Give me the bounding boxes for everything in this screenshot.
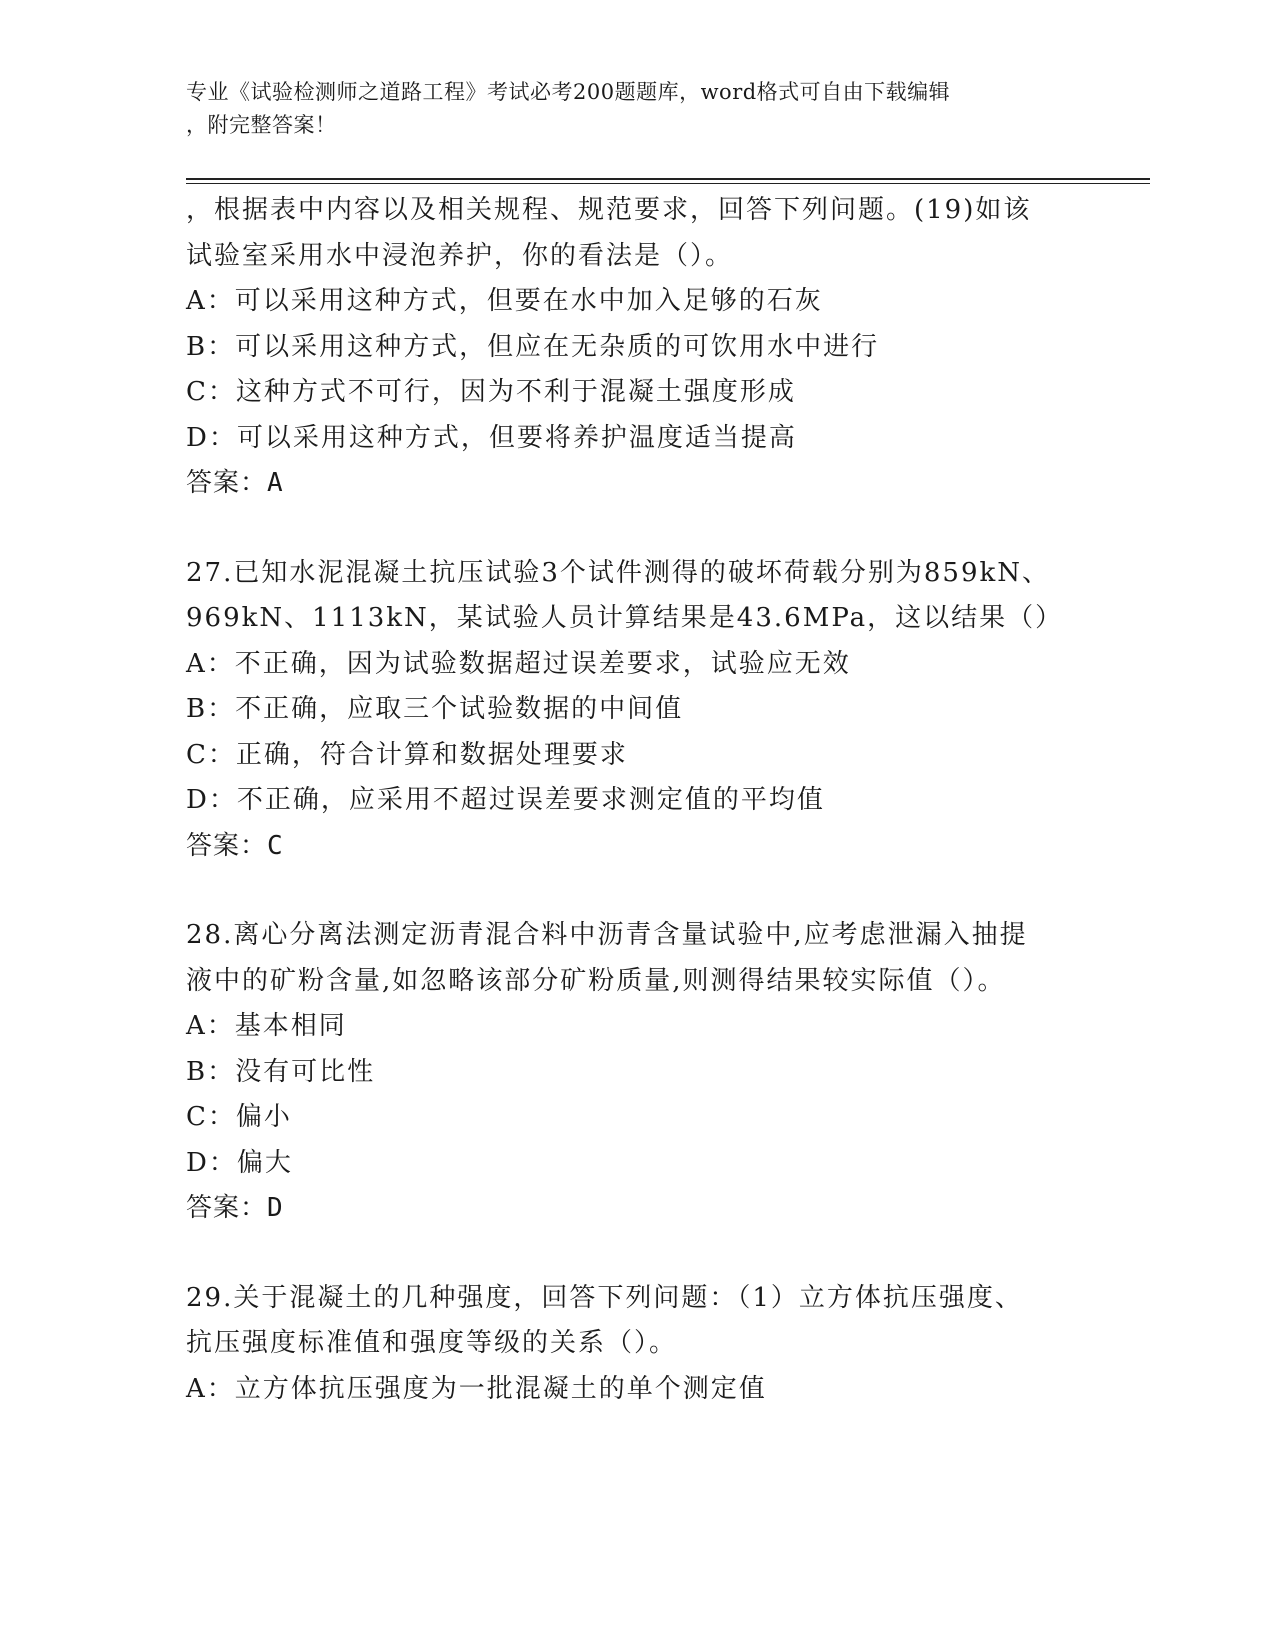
option-d: D：可以采用这种方式，但要将养护温度适当提高	[186, 422, 797, 453]
answer-line	[186, 461, 1086, 507]
answer-value: C	[267, 830, 285, 861]
option-b: B：没有可比性	[186, 1056, 376, 1087]
option-d: D：偏大	[186, 1147, 293, 1178]
option-a: A：可以采用这种方式，但要在水中加入足够的石灰	[186, 286, 823, 316]
answer-value: D	[267, 1193, 285, 1223]
answer-line	[186, 824, 1086, 870]
question-stem-line: 29.关于混凝土的几种强度，回答下列问题：（1）立方体抗压强度、	[186, 1282, 1023, 1313]
answer-label: 答案：	[186, 468, 268, 498]
question-block	[186, 913, 1086, 1232]
question-stem-line: 抗压强度标准值和强度等级的关系（）。	[186, 1328, 678, 1358]
question-stem-line: 液中的矿粉含量,如忽略该部分矿粉质量,则测得结果较实际值（）。	[186, 965, 1006, 996]
option-b: B：可以采用这种方式，但应在无杂质的可饮用水中进行	[186, 331, 880, 362]
option-b: B：不正确，应取三个试验数据的中间值	[186, 694, 684, 724]
header-title-line-1: 专业《试验检测师之道路工程》考试必考200题题库，word格式可自由下载编辑	[186, 80, 951, 104]
question-stem-line: ，根据表中内容以及相关规程、规范要求，回答下列问题。(19)如该	[186, 195, 1032, 225]
question-stem-line: 试验室采用水中浸泡养护，你的看法是（）。	[186, 240, 734, 271]
answer-value: A	[267, 468, 285, 498]
question-stem-line: 27.已知水泥混凝土抗压试验3个试件测得的破坏荷载分别为859kN、	[186, 557, 1051, 588]
option-a: A：基本相同	[186, 1011, 347, 1041]
question-block	[186, 188, 1086, 507]
option-a: A：立方体抗压强度为一批混凝土的单个测定值	[186, 1373, 767, 1404]
question-list	[186, 188, 1086, 1412]
header-divider-thick	[186, 178, 1150, 180]
option-c: C：偏小	[186, 1102, 292, 1132]
question-stem-line: 969kN、1113kN，某试验人员计算结果是43.6MPa，这以结果（）	[186, 603, 1064, 633]
document-header	[186, 76, 1066, 142]
option-d: D：不正确，应采用不超过误差要求测定值的平均值	[186, 785, 825, 815]
answer-line	[186, 1186, 1086, 1232]
question-stem-line: 28.离心分离法测定沥青混合料中沥青含量试验中,应考虑泄漏入抽提	[186, 920, 1028, 950]
option-c: C：这种方式不可行，因为不利于混凝土强度形成	[186, 377, 796, 407]
question-block	[186, 551, 1086, 870]
question-block	[186, 1276, 1086, 1413]
header-title-line-2: ，附完整答案！	[186, 113, 337, 137]
answer-label: 答案：	[186, 1193, 268, 1223]
option-c: C：正确，符合计算和数据处理要求	[186, 739, 628, 770]
answer-label: 答案：	[186, 830, 268, 861]
option-a: A：不正确，因为试验数据超过误差要求，试验应无效	[186, 648, 851, 679]
header-divider-thin	[186, 183, 1150, 184]
